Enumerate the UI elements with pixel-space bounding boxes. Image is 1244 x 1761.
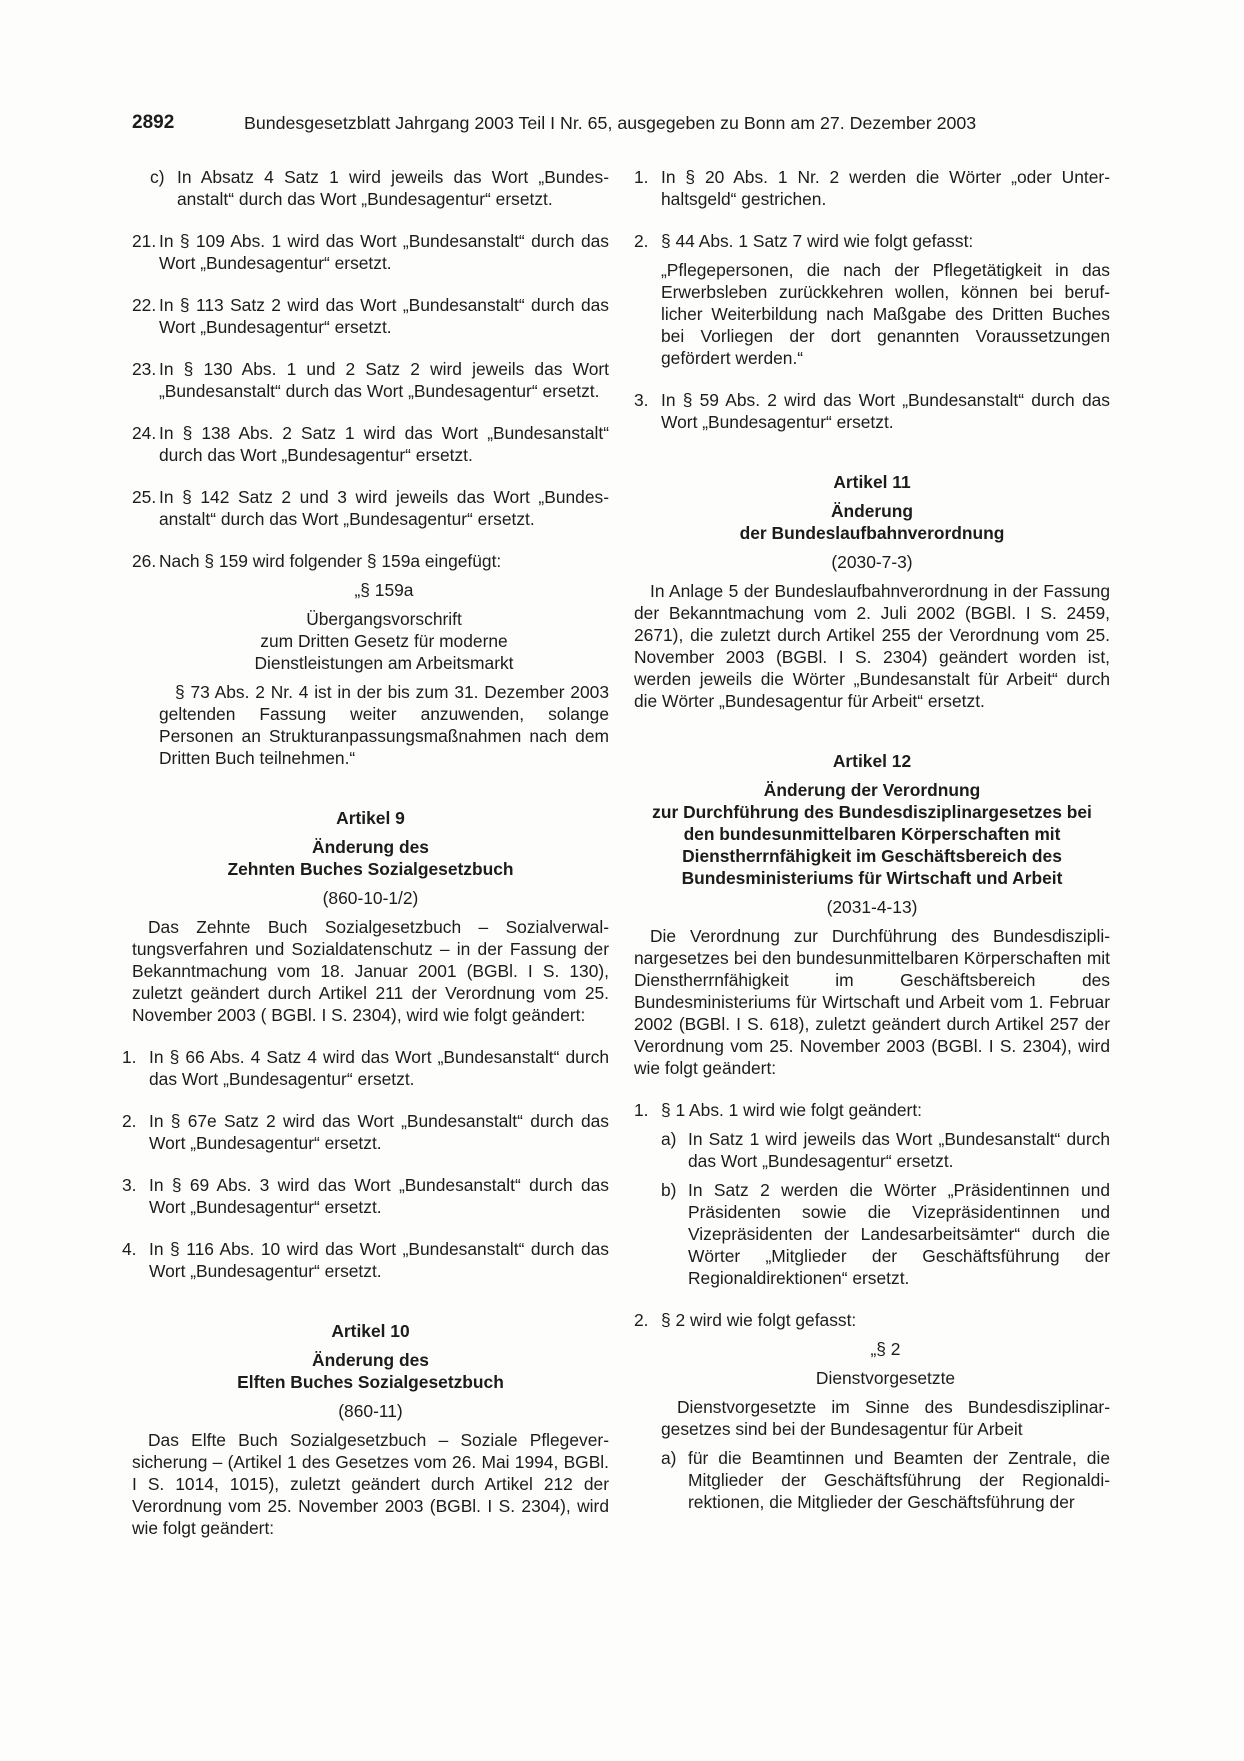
- article-title-line: Änderung des: [312, 837, 429, 857]
- article-title-line: Änderung: [830, 501, 914, 521]
- list-item: 21. In § 109 Abs. 1 wird das Wort „Bundesanstalt“ durch das Wort „Bundesagentur“ ersetzt.: [132, 231, 609, 273]
- list-item: 2. § 2 wird wie folgt gefasst:: [634, 1310, 857, 1330]
- list-item: 1. In § 20 Abs. 1 Nr. 2 werden die Wörter „oder Unterhaltsgeld“ gestrichen.: [634, 167, 1110, 209]
- list-item: 23. In § 130 Abs. 1 und 2 Satz 2 wird jeweils das Wort „Bundesanstalt“ durch das Wort „Bundesagentur“ ersetzt.: [132, 359, 609, 401]
- list-item: 4. In § 116 Abs. 10 wird das Wort „Bundesanstalt“ durch das Wort „Bundesagentur“ ersetzt.: [122, 1239, 609, 1281]
- article-title-line: Änderung des: [312, 1350, 429, 1370]
- sub-item: a) für die Beamtinnen und Beamten der Zentrale, die Mitglieder der Geschäftsführung der Regionaldirektionen, die Mitglieder der Geschäftsführung der: [661, 1448, 1110, 1512]
- inserted-section-2: [634, 1338, 1110, 1513]
- section-title: Dienstvorgesetzte: [815, 1368, 956, 1388]
- article-intro: Die Verordnung zur Durchführung des Bundesdisziplinargesetzes bei den bundesunmittelbaren Körperschaften mit Dienstherrnfähigkeit im Geschäftsbereich des Bundesministeriums für Wirtschaft und Arbeit vom 1. Februar 2002 (BGBl. I S. 618), zuletzt geändert durch Artikel 257 der Verordnung vom 25. November 2003 (BGBl. I S. 2304), wird wie folgt geändert:: [634, 926, 1110, 1078]
- list-item: 3. In § 59 Abs. 2 wird das Wort „Bundesanstalt“ durch das Wort „Bundesagentur“ ersetzt.: [634, 390, 1110, 432]
- page-number: 2892: [132, 112, 175, 133]
- artikel-11: [634, 471, 1110, 712]
- section-number: „§ 159a: [354, 580, 414, 600]
- sub-item: b) In Satz 2 werden die Wörter „Präsidentinnen und Präsidenten sowie die Vizepräsidentinnen und Vizepräsidenten der Landesarbeitsämter“ durch die Wörter „Mitglieder der Geschäftsführung der Regionaldirektionen“ ersetzt.: [661, 1180, 1110, 1288]
- artikel-9: [122, 807, 609, 1282]
- list-item: c) In Absatz 4 Satz 1 wird jeweils das Wort „Bundesanstalt“ durch das Wort „Bundesagentur“ ersetzt.: [150, 167, 609, 209]
- list-item: 2. In § 67e Satz 2 wird das Wort „Bundesanstalt“ durch das Wort „Bundesagentur“ ersetzt.: [122, 1111, 609, 1153]
- article-heading: Artikel 11: [833, 472, 911, 492]
- article-heading: Artikel 9: [336, 808, 405, 828]
- running-head: Bundesgesetzblatt Jahrgang 2003 Teil I Nr. 65, ausgegeben zu Bonn am 27. Dezember 2003: [244, 113, 977, 133]
- list-item: 1. § 1 Abs. 1 wird wie folgt geändert:: [634, 1100, 923, 1120]
- section-body: § 73 Abs. 2 Nr. 4 ist in der bis zum 31. Dezember 2003 geltenden Fassung weiter anzuwenden, solange Personen an Strukturanpassungsmaßnahmen nach dem Dritten Buch teilnehmen.“: [159, 682, 609, 768]
- list-item: 24. In § 138 Abs. 2 Satz 1 wird das Wort „Bundesanstalt“ durch das Wort „Bundesagentur“ ersetzt.: [132, 423, 609, 465]
- list-item: 3. In § 69 Abs. 3 wird das Wort „Bundesanstalt“ durch das Wort „Bundesagentur“ ersetzt.: [122, 1175, 609, 1217]
- article-title-line: Dienstherrnfähigkeit im Geschäftsbereich des: [682, 846, 1062, 866]
- article-title-line: zur Durchführung des Bundesdisziplinargesetzes bei: [652, 802, 1092, 822]
- article-reference: (2030-7-3): [831, 552, 913, 572]
- article-heading: Artikel 12: [832, 751, 912, 771]
- list-item: 22. In § 113 Satz 2 wird das Wort „Bundesanstalt“ durch das Wort „Bundesagentur“ ersetzt.: [132, 295, 609, 337]
- article-intro: Das Elfte Buch Sozialgesetzbuch – Soziale Pflegeversicherung – (Artikel 1 des Gesetzes vom 26. Mai 1994, BGBl. I S. 1014, 1015), zuletzt geändert durch Artikel 212 der Verordnung vom 25. November 2003 (BGBl. I S. 2304), wird wie folgt geändert:: [132, 1430, 609, 1538]
- section-body: Dienstvorgesetzte im Sinne des Bundesdisziplinargesetzes sind bei der Bundesagentur für Arbeit: [661, 1397, 1110, 1439]
- quoted-text-block: [634, 259, 1110, 369]
- article-heading: Artikel 10: [331, 1321, 410, 1341]
- list-item: 1. In § 66 Abs. 4 Satz 4 wird das Wort „Bundesanstalt“ durch das Wort „Bundesagentur“ ersetzt.: [122, 1047, 609, 1089]
- section-title-line: Dienstleistungen am Arbeitsmarkt: [254, 653, 514, 673]
- section-number: „§ 2: [870, 1339, 901, 1359]
- right-column: [634, 166, 1110, 1513]
- article-title-line: Elften Buches Sozialgesetzbuch: [237, 1372, 504, 1392]
- section-title-line: Übergangsvorschrift: [306, 609, 462, 629]
- article-reference: (2031-4-13): [826, 897, 918, 917]
- inserted-section-159a: [132, 579, 609, 769]
- artikel-12: [634, 750, 1110, 1513]
- page-header: [132, 112, 1114, 136]
- article-title-line: Zehnten Buches Sozialgesetzbuch: [227, 859, 514, 879]
- article-title-line: Bundesministeriums für Wirtschaft und Arbeit: [681, 868, 1063, 888]
- article-title-line: den bundesunmittelbaren Körperschaften mit: [683, 824, 1061, 844]
- quoted-text: „Pflegepersonen, die nach der Pflegetätigkeit in das Erwerbsleben zurückkehren wollen, können bei beruflicher Weiterbildung nach Maßgabe des Dritten Buches bei Vorliegen der dort genannten Voraussetzungen gefördert werden.“: [661, 260, 1110, 368]
- left-column: [122, 166, 609, 1539]
- list-item: 2. § 44 Abs. 1 Satz 7 wird wie folgt gefasst:: [634, 231, 974, 251]
- article-reference: (860-10-1/2): [322, 888, 419, 908]
- sub-item: a) In Satz 1 wird jeweils das Wort „Bundesanstalt“ durch das Wort „Bundesagentur“ ersetzt.: [661, 1129, 1110, 1171]
- list-item: 25. In § 142 Satz 2 und 3 wird jeweils das Wort „Bundesanstalt“ durch das Wort „Bundesagentur“ ersetzt.: [132, 487, 609, 529]
- list-item: 26. Nach § 159 wird folgender § 159a eingefügt:: [132, 551, 502, 571]
- artikel-10: [132, 1320, 609, 1539]
- article-intro: Das Zehnte Buch Sozialgesetzbuch – Sozialverwaltungsverfahren und Sozialdatenschutz – in der Fassung der Bekanntmachung vom 18. Januar 2001 (BGBl. I S. 130), zuletzt geändert durch Artikel 211 der Verordnung vom 25. November 2003 ( BGBl. I S. 2304), wird wie folgt geändert:: [132, 917, 609, 1025]
- article-body: In Anlage 5 der Bundeslaufbahnverordnung in der Fassung der Bekanntmachung vom 2. Juli 2002 (BGBl. I S. 2459, 2671), die zuletzt durch Artikel 255 der Verordnung vom 25. November 2003 (BGBl. I S. 2304) geändert worden ist, werden jeweils die Wörter „Bundesanstalt für Arbeit“ durch die Wörter „Bundesagentur für Arbeit“ ersetzt.: [634, 581, 1110, 711]
- section-title-line: zum Dritten Gesetz für moderne: [260, 631, 508, 651]
- article-title-line: der Bundeslaufbahnverordnung: [739, 523, 1005, 543]
- article-title-line: Änderung der Verordnung: [763, 780, 981, 800]
- article-reference: (860-11): [338, 1401, 403, 1421]
